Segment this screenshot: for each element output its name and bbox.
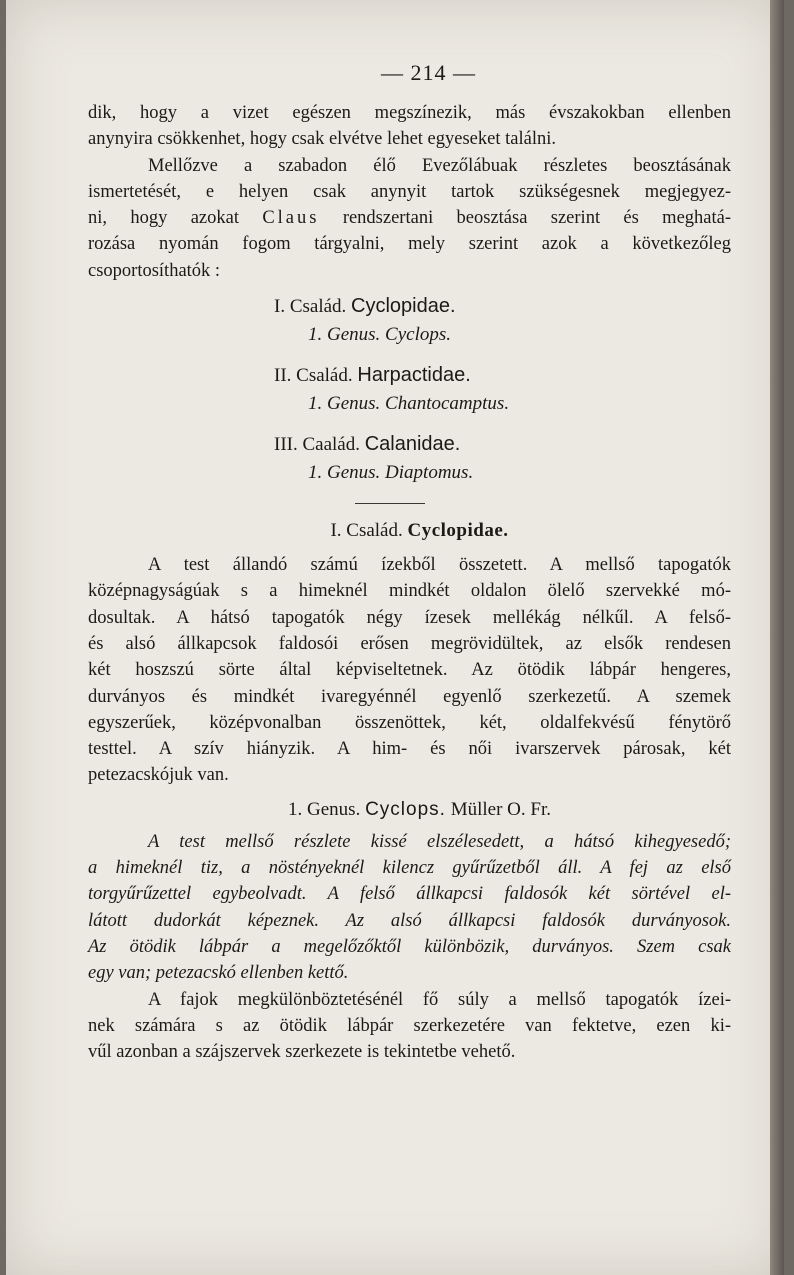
genus-description [88,829,731,987]
family-description [88,552,731,789]
genus-heading [88,799,731,821]
page-number: — 214 — [381,60,476,85]
genus-entry: 1. Genus. Chantocamptus. [308,393,510,415]
text-line: egy van; petezacskó ellenben kettő. [88,963,349,984]
page-edge-shadow [770,0,784,1275]
text-line: középnagyságúak s a himeknél mindkét oldalon ölelő szervekké mó- [88,581,731,602]
text-line: csoportosíthatók : [88,260,221,281]
text-line: rozása nyomán fogom tárgyalni, mely szerint azok a következőleg [88,234,731,255]
section-name: Cyclopidae. [407,520,509,542]
book-page [6,0,784,1275]
text-line: nek számára s az ötödik lábpár szerkezetére van fektetve, ezen ki- [88,1015,731,1036]
text-fragment: rendszertani beosztása szerint és meghatá- [342,208,732,229]
text-line: és alsó állkapcsok faldosói erősen megrövidültek, az elsők rendesen [88,633,731,654]
text-line [88,205,731,231]
species-distinction-paragraph [88,987,731,1066]
genus-author: Müller O. Fr. [450,798,551,820]
family-entry [88,361,731,390]
classification-intro-paragraph [88,153,731,284]
text-line: egyszerűek, középvonalban összenöttek, két, oldalfekvésű fénytörő [88,712,731,733]
genus-entry: 1. Genus. Cyclops. [308,324,452,346]
text-line: dik, hogy a vizet egészen megszínezik, más évszakokban ellenben [88,103,731,123]
text-line: torgyűrűzettel egybeolvadt. A felső állkapcsi faldosók két sörtével el- [88,884,731,905]
text-line: A test mellső részlete kissé elszélesedett, a hátsó kihegyesedő; [148,831,731,852]
text-line: Mellőzve a szabadon élő Evezőlábuak részletes beosztásának [148,155,731,176]
text-line: a himeknél tiz, a nöstényeknél kilencz gyűrűzetből áll. A fej az első [88,858,731,879]
classification-list [88,292,731,487]
text-line: két hoszszú sörte által képviseltetnek. Az ötödik lábpár hengeres, [88,660,731,681]
genus-name: Cyclops. [365,798,446,820]
text-line: durványos és mindkét ivaregyénnél egyenlő szerkezetű. A szemek [88,686,731,707]
section-divider [355,503,425,504]
text-line: petezacskójuk van. [88,765,229,786]
text-line: látott dudorkát képeznek. Az alsó állkapcsi faldosók durványosok. [88,910,731,931]
text-line: Az ötödik lábpár a megelőzőktől különbözik, durványos. Szem csak [88,936,731,957]
text-line: anynyira csökkenhet, hogy csak elvétve lehet egyeseket találni. [88,129,556,150]
family-entry [88,292,731,321]
family-number: III. Caalád. [274,434,360,456]
text-line: testtel. A szív hiányzik. A him- és női ivarszervek párosak, két [88,739,731,760]
text-line: A fajok megkülönböztetésénél fő súly a mellső tapogatók ízei- [148,989,731,1010]
family-name: Calanidae. [364,433,461,456]
intro-paragraph [88,100,731,153]
genus-prefix: 1. Genus. [288,798,361,820]
family-number: II. Család. [274,365,353,387]
genus-entry: 1. Genus. Diaptomus. [308,462,474,484]
page-content [88,60,731,1065]
text-line: A test állandó számú ízekből összetett. A mellső tapogatók [148,555,731,576]
text-line: ismertetését, e helyen csak anynyit tartok szükségesnek megjegyez- [88,181,731,202]
text-line: vűl azonban a szájszervek szerkezete is tekintetbe vehető. [88,1042,516,1063]
text-fragment: ni, hogy azokat [88,208,239,229]
author-name: Claus [262,208,320,229]
family-name: Cyclopidae. [351,295,456,318]
family-number: I. Család. [274,296,347,318]
section-prefix: I. Család. [330,520,403,542]
section-heading [88,520,731,542]
family-name: Harpactidae. [357,364,471,387]
text-line: dosultak. A hátsó tapogatók négy ízesek mellékág nélkűl. A felső- [88,607,731,628]
family-entry [88,430,731,459]
